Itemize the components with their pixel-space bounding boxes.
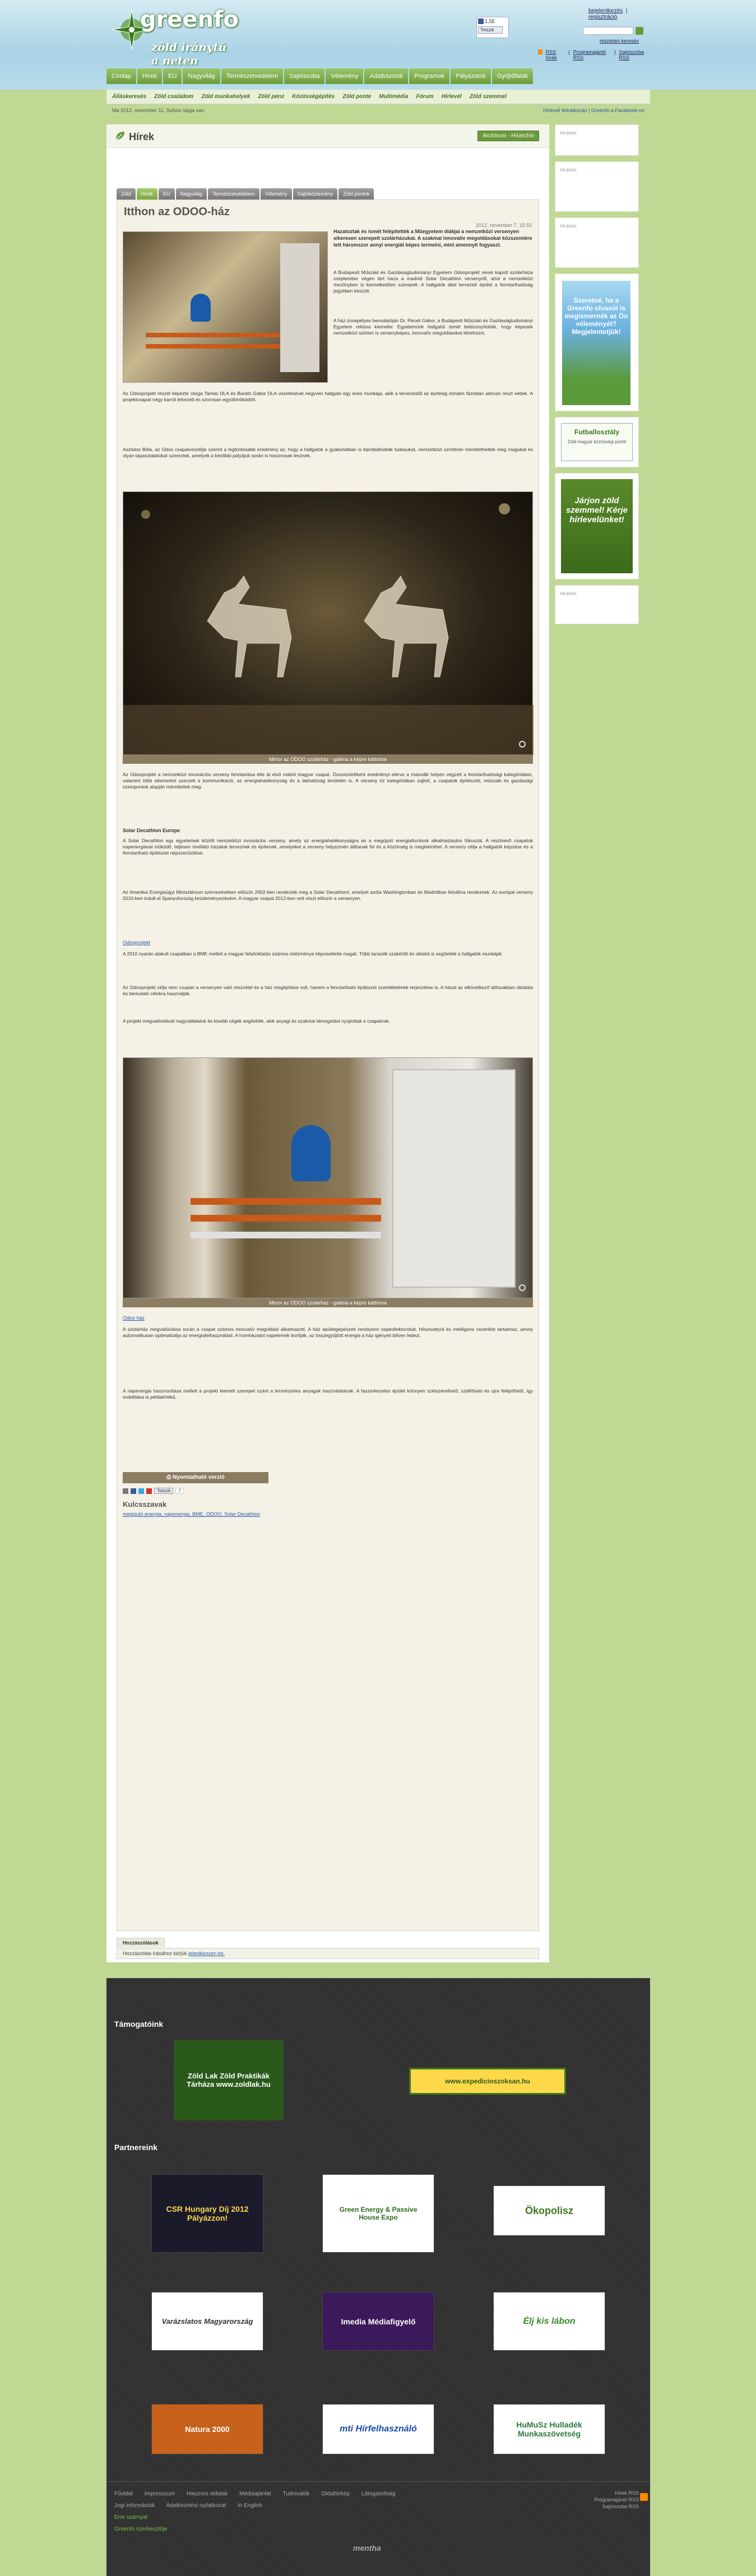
footer-link[interactable]: Látogatottság	[361, 2491, 396, 2497]
rss-icon	[538, 49, 542, 54]
site-logo[interactable]	[106, 4, 239, 67]
partner-varazslatos-text: Varázslatos Magyarország	[161, 2317, 253, 2326]
ad-slot[interactable]	[555, 124, 639, 156]
footer-link[interactable]: In English	[238, 2503, 262, 2509]
section-header	[106, 124, 549, 148]
newsletter-banner-text: Járjon zöld szemmel! Kérje hírlevelünket!	[565, 496, 628, 525]
electrical-cabinet-shape	[392, 1069, 516, 1288]
article-photo-2[interactable]	[123, 1057, 533, 1298]
subnav-item[interactable]: Zöld pénz	[258, 94, 285, 100]
article-date: 2012. november 7. 15:55	[475, 222, 532, 228]
iwiw-share-icon[interactable]	[146, 1488, 152, 1494]
register-link[interactable]: regisztráció	[588, 14, 618, 20]
subnav-item[interactable]: Zöld szemmel	[469, 94, 507, 100]
fb-like-button[interactable]: Tetszik	[478, 26, 503, 34]
comments-login-link[interactable]: jelentkezzen be.	[188, 1951, 225, 1956]
subnav-item[interactable]: Közösségépítés	[292, 94, 335, 100]
partner-imedia-text: Imedia Médiafigyelő	[341, 2317, 416, 2326]
date-bar	[106, 105, 650, 115]
article-lead: Hazatoztak és ismét felépítették a Műegyetem diákjai a nemzetközi versenyen sikeresen szerepelt szolárházukat. A szakmai innovatív megoldásokat közszemlére tett háromszor annyi energiát képes termelni, mint amennyit fogyaszt.	[333, 229, 532, 248]
social-portal-text: Zöld magyar közösségi portál	[567, 439, 627, 444]
article-thumbnail[interactable]	[123, 231, 328, 383]
footer-credit-2[interactable]: Greenfo szerkesztője	[114, 2526, 168, 2532]
expansion-tank-shape	[291, 1125, 331, 1181]
logo-text: greenfo	[140, 7, 239, 33]
footer-link[interactable]: Impresszum	[144, 2491, 175, 2497]
opinion-banner[interactable]	[555, 273, 639, 411]
odoo-haz-link[interactable]: Odoo ház	[123, 1315, 145, 1321]
comments-prompt: Hozzászólás írásához kérjük	[123, 1951, 189, 1956]
nav-item-velemeny[interactable]: Vélemény	[326, 68, 363, 84]
electrical-cabinet-shape	[280, 243, 319, 372]
sponsor-zoldlak[interactable]	[174, 2040, 284, 2120]
footer-link[interactable]: Adatkezelési nyilatkozat	[166, 2503, 226, 2509]
pipe-shape	[191, 1215, 381, 1222]
rss-press-link[interactable]: Sajtószoba RSS	[619, 49, 644, 61]
footer-rss	[594, 2490, 639, 2510]
print-label: Nyomtatható verzió	[172, 1474, 225, 1480]
partner-okopolisz-text: Ökopolisz	[525, 2204, 573, 2216]
facebook-share-icon[interactable]	[131, 1488, 136, 1494]
ad-slot[interactable]	[555, 585, 639, 624]
print-button[interactable]	[123, 1472, 268, 1483]
partner-okopolisz[interactable]	[493, 2185, 605, 2236]
partner-elj-text: Élj kis lábon	[523, 2316, 576, 2326]
article-paragraph: Az Odooprojekt a nemzetközi innovációs verseny fenntartása élte át első mából magyar csapat. Összesítettként eredményt elérve a második helyen végzett a fenntarthatósági kategóriában, valamint több elismerést szerzett a kommunikáció, az energiahatékonyság és a lakhatóság területén is. A verseny tíz kategóriában zajlott, a csapatok építészeti, műszaki és gazdasági szempontok alapján mérettettek meg.	[123, 772, 533, 790]
fb-like-count: 1,5E	[485, 18, 495, 24]
nav-item-programok[interactable]: Programok	[409, 68, 449, 84]
nav-item-termeszetvedelem[interactable]: Természetvédelem	[221, 68, 283, 84]
ad-label: Hirdetés	[560, 224, 577, 229]
leaf-icon	[114, 130, 126, 141]
subnav-item[interactable]: Multimédia	[379, 94, 409, 100]
keywords-title: Kulcsszavak	[123, 1500, 167, 1509]
subnav-item[interactable]: Álláskeresés	[112, 94, 147, 100]
today-text: Ma 2012. november 11. Szilvia napja van	[112, 108, 205, 113]
ad-slot[interactable]	[555, 161, 639, 212]
footer-link[interactable]: Jogi információk	[114, 2503, 155, 2509]
partner-humusz-text: HuMuSz Hulladék Munkaszövetség	[516, 2420, 582, 2438]
ad-label: Hirdetés	[560, 591, 577, 596]
twitter-share-icon[interactable]	[138, 1488, 144, 1494]
partner-csr-text: CSR Hungary Díj 2012 Pályázzon!	[166, 2204, 249, 2222]
pipe-shape	[191, 1232, 381, 1238]
newsletter-facebook-links[interactable]: Hírlevél feliratkozás | Greenfo a Facebook-on	[543, 108, 644, 113]
pipe-shape	[146, 333, 303, 337]
partner-expo-text: Green Energy & Passive House Expo	[339, 2206, 418, 2221]
partner-csr-hungary[interactable]	[151, 2174, 263, 2253]
social-portal-title: Futballosztály	[574, 428, 619, 436]
subheading-solar-decathlon: Solar Decathlon Europe	[123, 828, 180, 833]
article-paragraph: A szolárház megvalósítása során a csapat számos innovatív megoldást alkalmazott. A ház épületgépészeti rendszere napkollektorokat, hőszivattyút és intelligens vezérlést tartalmaz, amely automatikusan optimalizálja az energiafelhasználást. A homlokzatot napelemek borítják, az összegyűjtött energia a ház igényeit bőven fedezi.	[123, 1326, 533, 1338]
keywords-list[interactable]: megújuló energia, napenergia, BME, ODOO, Solar Decathlon	[123, 1511, 261, 1517]
logo-slogan: zöld iránytű a neten	[151, 40, 227, 67]
article-paragraph: A Solar Decathlon egy egyetemek között nemzetközi innovációs verseny, amely az energiahatékonyságra és a megújuló energiaforrások alkalmazására fókuszál. A résztvevő csapatok napenergiával működő, teljesen önellátó házakat terveznek és építenek, amelyeket a verseny helyszínén állítanak fel és a közönség is megtekinthet. A verseny célja a hallgatók képzése és a fenntartható építészet népszerűsítése.	[123, 838, 533, 856]
expansion-tank-shape	[191, 294, 211, 322]
photo-1-caption: Mirror az ODOO szolárház - galéria a képre kattintva	[123, 755, 533, 764]
main-column	[106, 124, 549, 1962]
partner-varazslatos[interactable]	[151, 2292, 263, 2351]
share-like-count: 7	[175, 1488, 183, 1494]
tab-velemeny[interactable]: Vélemény	[261, 188, 292, 199]
subnav-item[interactable]: Zöld ponte	[342, 94, 372, 100]
footer-rss-link[interactable]: Sajtószoba RSS	[602, 2504, 639, 2509]
social-portal-inner	[561, 423, 633, 461]
sub-nav	[106, 90, 650, 104]
partner-humusz[interactable]	[493, 2404, 605, 2454]
article	[117, 199, 539, 1931]
ad-label: Hirdetés	[560, 168, 577, 173]
tab-nagyvilag[interactable]: Nagyvilág	[176, 188, 207, 199]
footer	[106, 1978, 650, 2576]
advanced-search-link[interactable]: részletes keresés	[600, 38, 639, 44]
share-icons	[123, 1488, 184, 1494]
sponsor-zoldlak-text: Zöld Lak Zöld Praktikák Tárháza www.zoldlak.hu	[187, 2072, 271, 2088]
supporters-title: Támogatóink	[114, 2020, 164, 2029]
article-paragraph: A napenergia hasznosítása mellett a projekt kiemelt szerepet szánt a természetes anyagok használatának. A faszerkezetes épület könnyen szétszerelhető, szállítható és újra felépíthető, így mobilitása is példaértékű.	[123, 1388, 533, 1400]
subnav-item[interactable]: Zöld munkahelyek	[201, 94, 251, 100]
footer-link[interactable]: Oldaltérkép	[321, 2491, 350, 2497]
footer-link[interactable]: Hasznos oldalak	[186, 2491, 228, 2497]
share-like-button[interactable]: Tetszik	[154, 1488, 173, 1494]
footer-maker-logo[interactable]: mentha	[353, 2543, 381, 2552]
header-tools: bejelentkezés | regisztráció 1,5E Tetszik részletes keresés RSS hírek | Programajánló RSS | Sajtószoba RSS	[476, 8, 650, 69]
footer-rss-link[interactable]: Hírek RSS	[615, 2490, 639, 2496]
subnav-item[interactable]: Fórum	[416, 94, 434, 100]
footer-link[interactable]: Médiaajánlat	[239, 2491, 271, 2497]
site-header	[0, 0, 756, 90]
nav-item-sajtoszoba[interactable]: Sajtószoba	[284, 68, 324, 84]
footer-rss-link[interactable]: Programajánló RSS	[594, 2497, 639, 2503]
article-title: Itthon az ODOO-ház	[124, 206, 230, 218]
nav-item-cimlap[interactable]: Címlap	[106, 68, 136, 84]
zoom-icon[interactable]	[519, 741, 526, 748]
tab-termeszetvedelem[interactable]: Természetvédelem	[208, 188, 259, 199]
search-go-icon[interactable]	[636, 27, 643, 35]
tab-zold-pontok[interactable]: Zöld pontok	[338, 188, 374, 199]
nav-item-adatbazisok[interactable]: Adatbázisok	[364, 68, 408, 84]
newsletter-banner-inner	[561, 479, 633, 573]
odooprojekt-link[interactable]: Odooprojekt	[123, 940, 151, 945]
partners-title: Partnereink	[114, 2143, 158, 2152]
nav-item-eu[interactable]: EU	[163, 68, 182, 84]
article-paragraph: Az Odooprojekt részét képezte Varga Tamás DLA és Baráth Gábor DLA vezetésével negyven hallgató egy éves munkája, akik a tervezéstől az építésig minden fázisban aktívan részt vettek. A projektcsapat négy karról érkezett és szorosan együttműködött.	[123, 391, 533, 402]
partner-elj-kis-labon[interactable]	[493, 2292, 605, 2351]
archive-button[interactable]: Archívum - Hírarchív	[477, 131, 539, 141]
tab-sajtokozlemeny[interactable]: Sajtóközlemény	[293, 188, 338, 199]
footer-link[interactable]: Tudnivalók	[282, 2491, 310, 2497]
article-paragraph: Az Amerikai Energiaügyi Minisztérium szervezésében először 2002-ben rendezték meg a Solar Decathlont, amelyet azóta Washingtonban és Madridban felváltva rendeznek. Az európai verseny 2010-ben indult el Spanyolország kezdeményezésére. A magyar csapat 2012-ben vett részt először a versenyen.	[123, 889, 533, 901]
footer-credit-1[interactable]: Erre szárnyal	[114, 2514, 147, 2521]
sponsor-expedicio[interactable]	[409, 2068, 566, 2095]
opinion-banner-inner	[562, 281, 630, 405]
article-paragraph: A Budapesti Műszaki és Gazdaságtudományi Egyetem Odooprojekt nevet kapott szolárháza szeptember végén tért haza a madridi Solar Decathlon versenyről, ahol a nemzetközi mezőnyben is kiemelkedően szerepelt. A hallgatók által tervezett épület a fenntarthatóság jegyében készült.	[333, 270, 533, 294]
subnav-item[interactable]: Zöld családom	[154, 94, 194, 100]
partner-natura2000[interactable]	[151, 2404, 263, 2454]
nav-item-hirek[interactable]: Hírek	[137, 68, 162, 84]
facebook-icon	[478, 18, 484, 24]
partner-mti-text: mti Hírfelhasználó	[340, 2424, 417, 2434]
partner-imedia[interactable]	[322, 2292, 434, 2351]
tab-zold[interactable]: Zöld	[117, 188, 136, 199]
printer-icon: ⎙	[166, 1474, 171, 1480]
section-title: Hírek	[129, 131, 155, 142]
search-input[interactable]	[583, 27, 633, 35]
nav-item-palyazatok[interactable]: Pályázatok	[451, 68, 491, 84]
article-paragraph: A 2010 nyarán alakult csapatban a BME mellett a magyar felsőoktatás számos intézménye képviseltette magát. Több tanszék szakértői és oktatói is segítették a hallgatók munkáját.	[123, 951, 503, 957]
article-photo-1[interactable]	[123, 491, 533, 755]
partner-green-expo[interactable]	[322, 2174, 434, 2253]
article-paragraph: A ház ünnepélyes bemutatóján Dr. Péceli Gábor, a Budapesti Műszaki és Gazdaságtudományi Egyetem rektora kiemelte: Egyetemünk hallgatói ismét bebizonyították, hogy képesek nemzetközi szinten is versenyképes, innovatív megoldásokat létrehozni.	[333, 318, 533, 336]
opinion-banner-text: Szeretné, ha a Greenfo olvasói is megismernék az Ön véleményét? Megjelentetjük!	[564, 296, 628, 336]
pipe-shape	[191, 1198, 381, 1205]
login-link[interactable]: bejelentkezés	[588, 8, 623, 14]
pipe-shape	[146, 344, 303, 349]
partner-mti[interactable]	[322, 2404, 434, 2454]
article-paragraph: Az Odooprojekt célja nem csupán a versenyen való részvétel és a ház megépítése volt, hanem a fenntartható építészet szemléletének terjesztése is. A házat az elkövetkező időszakban oktatási és bemutató célokra használják.	[123, 985, 533, 996]
rss-icon	[640, 2493, 648, 2501]
photo-2-caption: Mirror az ODOO szolárház - galéria a képre kattintva	[123, 1298, 533, 1307]
ad-label: Hirdetés	[560, 131, 577, 136]
comments-tab[interactable]: Hozzászólások	[117, 1938, 165, 1947]
main-nav	[106, 68, 650, 84]
tab-eu[interactable]: EU	[159, 188, 175, 199]
newsletter-banner[interactable]	[555, 473, 639, 579]
zoom-icon[interactable]	[519, 1284, 526, 1291]
tab-hirek[interactable]: Hírek	[137, 188, 158, 199]
article-paragraph: A projekt megvalósítását nagyvállalatok és kisebb cégek segítették, akik anyagi és szakmai támogatást nyújtottak a csapatnak.	[123, 1018, 391, 1024]
footer-links	[106, 2481, 650, 2560]
partner-natura-text: Natura 2000	[185, 2425, 230, 2434]
fb-like-box[interactable]	[476, 17, 509, 38]
ad-slot[interactable]	[555, 217, 639, 268]
sponsor-expedicio-text: www.expedicioszoksan.hu	[445, 2077, 530, 2085]
horse-sculptures-illustration	[123, 492, 534, 755]
category-tabs	[117, 188, 374, 199]
rss-programs-link[interactable]: Programajánló RSS	[573, 49, 606, 61]
comments-box	[117, 1948, 539, 1959]
social-portal-banner[interactable]	[555, 417, 639, 467]
nav-item-nagyvilag[interactable]: Nagyvilág	[183, 68, 220, 84]
rss-news-link[interactable]: RSS hírek	[545, 49, 557, 61]
article-paragraph: Asztalos Béla, az Odoo csapatvezetője szerint a legfontosabb eredmény az, hogy a hallgatók a gyakorlatban is kipróbálhatták tudásukat, nemzetközi színtéren mérettethették meg magukat és olyan tapasztalatokat szereztek, amelyek a későbbi pályájuk során is hasznosak lesznek.	[123, 447, 533, 458]
nav-item-gyujtofalak[interactable]: Gyűjtőfalak	[492, 68, 533, 84]
subnav-item[interactable]: Hírlevél	[441, 94, 462, 100]
email-share-icon[interactable]	[123, 1488, 128, 1494]
footer-link[interactable]: Főoldal	[114, 2491, 133, 2497]
